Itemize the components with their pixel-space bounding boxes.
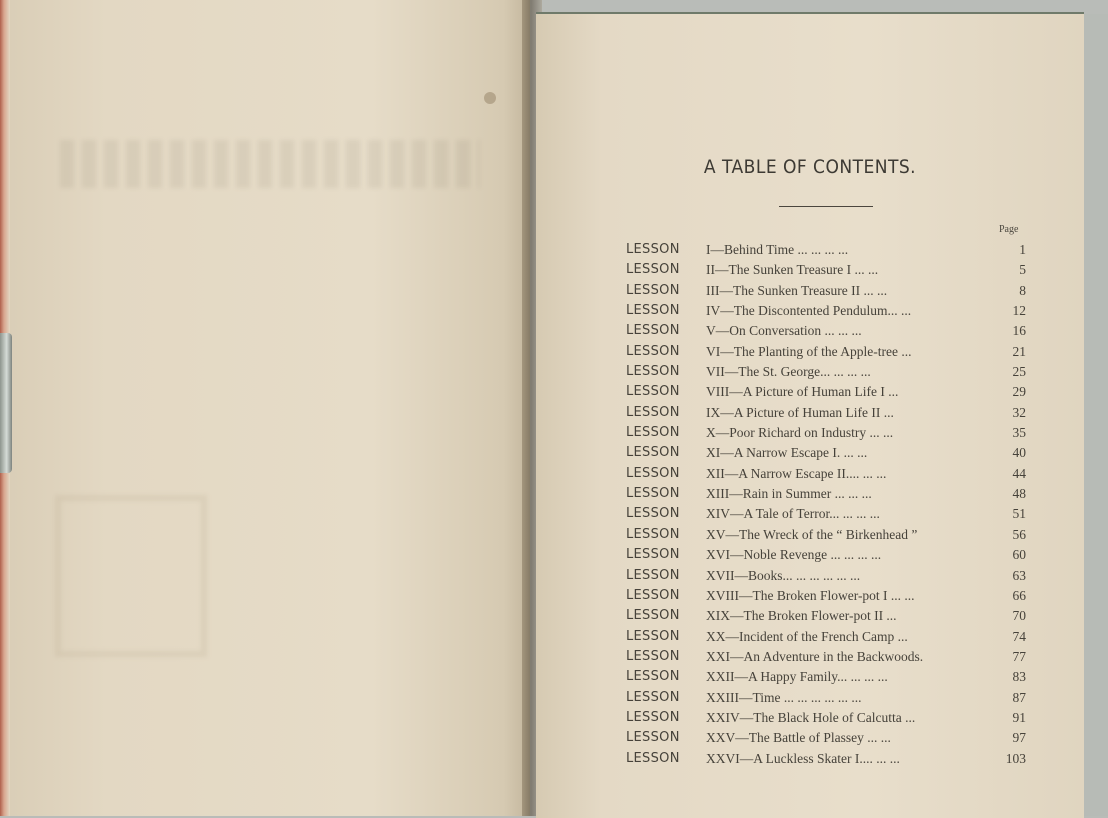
lesson-prefix: LESSON: [626, 547, 680, 563]
lesson-prefix: LESSON: [626, 608, 680, 624]
lesson-title: XXIV—The Black Hole of Calcutta ...: [706, 709, 916, 725]
lesson-title: XXVI—A Luckless Skater I.... ... ...: [706, 750, 900, 766]
page-number: 8: [1019, 282, 1026, 298]
page-number: 44: [1012, 465, 1026, 481]
toc-entry: [626, 342, 1026, 362]
toc-entry: [626, 566, 1026, 586]
toc-entry: [626, 647, 1026, 667]
page-number: 29: [1012, 384, 1026, 400]
toc-entry: [626, 708, 1026, 728]
lesson-title: XI—A Narrow Escape I. ... ...: [706, 445, 868, 461]
toc-entry: [626, 627, 1026, 647]
page-number: 12: [1012, 303, 1026, 319]
lesson-title: XXV—The Battle of Plassey ... ...: [706, 730, 891, 746]
lesson-title: IV—The Discontented Pendulum... ...: [706, 303, 912, 319]
lesson-prefix: LESSON: [626, 587, 680, 603]
lesson-prefix: LESSON: [626, 425, 680, 441]
lesson-prefix: LESSON: [626, 445, 680, 461]
page-number: 66: [1012, 587, 1026, 603]
toc-entry: [626, 728, 1026, 748]
bleed-through-title: [60, 140, 480, 188]
toc-entry: [626, 403, 1026, 423]
toc-list: [626, 240, 1026, 770]
toc-entry: [626, 321, 1026, 341]
toc-entry: [626, 382, 1026, 402]
toc-entry: [626, 504, 1026, 524]
lesson-prefix: LESSON: [626, 486, 680, 502]
lesson-prefix: LESSON: [626, 364, 680, 380]
page-number: 103: [1005, 750, 1026, 766]
toc-entry: [626, 667, 1026, 687]
lesson-title: I—Behind Time ... ... ... ...: [706, 242, 849, 257]
page-number: 51: [1012, 506, 1026, 522]
lesson-title: VII—The St. George... ... ... ...: [706, 364, 871, 380]
page-number: 77: [1012, 648, 1026, 664]
toc-entry: [626, 443, 1026, 463]
lesson-title: XVI—Noble Revenge ... ... ... ...: [706, 547, 882, 563]
toc-entry: [626, 749, 1026, 769]
page-number: 97: [1012, 730, 1026, 746]
lesson-title: III—The Sunken Treasure II ... ...: [706, 282, 888, 298]
right-page: [536, 12, 1084, 818]
lesson-title: XII—A Narrow Escape II.... ... ...: [706, 465, 887, 481]
lesson-prefix: LESSON: [626, 526, 680, 542]
toc-entry: [626, 423, 1026, 443]
lesson-prefix: LESSON: [626, 384, 680, 400]
lesson-prefix: LESSON: [626, 648, 680, 664]
lesson-prefix: LESSON: [626, 709, 680, 725]
metal-clip: [0, 333, 12, 473]
toc-entry: [626, 464, 1026, 484]
lesson-prefix: LESSON: [626, 303, 680, 319]
paper-stain: [484, 92, 496, 104]
toc-entry: [626, 606, 1026, 626]
left-page: [0, 0, 530, 816]
page-column-heading: Page: [999, 224, 1019, 235]
page-number: 5: [1019, 262, 1026, 278]
bleed-through-ornament: [55, 495, 207, 657]
page-number: 60: [1012, 547, 1026, 563]
lesson-title: XXII—A Happy Family... ... ... ...: [706, 669, 888, 685]
lesson-prefix: LESSON: [626, 282, 680, 298]
lesson-title: XIX—The Broken Flower-pot II ...: [706, 608, 897, 624]
page-number: 21: [1012, 343, 1026, 359]
lesson-prefix: LESSON: [626, 323, 680, 339]
lesson-prefix: LESSON: [626, 750, 680, 766]
lesson-title: VI—The Planting of the Apple-tree ...: [706, 343, 912, 359]
lesson-prefix: LESSON: [626, 506, 680, 522]
lesson-title: XIII—Rain in Summer ... ... ...: [706, 486, 872, 502]
page-number: 74: [1012, 628, 1026, 644]
lesson-title: II—The Sunken Treasure I ... ...: [706, 262, 879, 278]
toc-entry: [626, 688, 1026, 708]
page-number: 40: [1012, 445, 1026, 461]
lesson-prefix: LESSON: [626, 242, 680, 257]
title-rule: [779, 206, 873, 207]
page-number: 32: [1012, 404, 1026, 420]
toc-entry: [626, 525, 1026, 545]
lesson-prefix: LESSON: [626, 465, 680, 481]
lesson-prefix: LESSON: [626, 669, 680, 685]
toc-entry: [626, 362, 1026, 382]
lesson-title: X—Poor Richard on Industry ... ...: [706, 425, 894, 441]
lesson-title: VIII—A Picture of Human Life I ...: [706, 384, 899, 400]
toc-entry: [626, 301, 1026, 321]
lesson-title: XVIII—The Broken Flower-pot I ... ...: [706, 587, 915, 603]
lesson-title: XVII—Books... ... ... ... ... ...: [706, 567, 861, 583]
lesson-prefix: LESSON: [626, 628, 680, 644]
lesson-title: XV—The Wreck of the “ Birkenhead ”: [706, 526, 918, 542]
lesson-prefix: LESSON: [626, 262, 680, 278]
lesson-title: IX—A Picture of Human Life II ...: [706, 404, 894, 420]
page-number: 48: [1012, 486, 1026, 502]
lesson-title: XX—Incident of the French Camp ...: [706, 628, 908, 644]
page-number: 83: [1012, 669, 1026, 685]
lesson-title: XIV—A Tale of Terror... ... ... ...: [706, 506, 880, 522]
toc-entry: [626, 260, 1026, 280]
lesson-prefix: LESSON: [626, 404, 680, 420]
lesson-title: V—On Conversation ... ... ...: [706, 323, 862, 339]
lesson-title: XXIII—Time ... ... ... ... ... ...: [706, 689, 862, 705]
toc-entry: [626, 281, 1026, 301]
page-number: 35: [1012, 425, 1026, 441]
toc-title: A TABLE OF CONTENTS.: [703, 156, 917, 178]
page-number: 1: [1019, 242, 1026, 257]
background-surface: [1080, 14, 1108, 816]
page-number: 63: [1012, 567, 1026, 583]
toc-entry: [626, 545, 1026, 565]
page-number: 87: [1012, 689, 1026, 705]
page-number: 16: [1012, 323, 1026, 339]
lesson-prefix: LESSON: [626, 567, 680, 583]
lesson-title: XXI—An Adventure in the Backwoods.: [706, 648, 924, 664]
toc-entry: [626, 240, 1026, 260]
lesson-prefix: LESSON: [626, 343, 680, 359]
page-number: 70: [1012, 608, 1026, 624]
page-number: 56: [1012, 526, 1026, 542]
lesson-prefix: LESSON: [626, 730, 680, 746]
page-number: 25: [1012, 364, 1026, 380]
lesson-prefix: LESSON: [626, 689, 680, 705]
toc-entry: [626, 586, 1026, 606]
toc-entry: [626, 484, 1026, 504]
page-number: 91: [1012, 709, 1026, 725]
